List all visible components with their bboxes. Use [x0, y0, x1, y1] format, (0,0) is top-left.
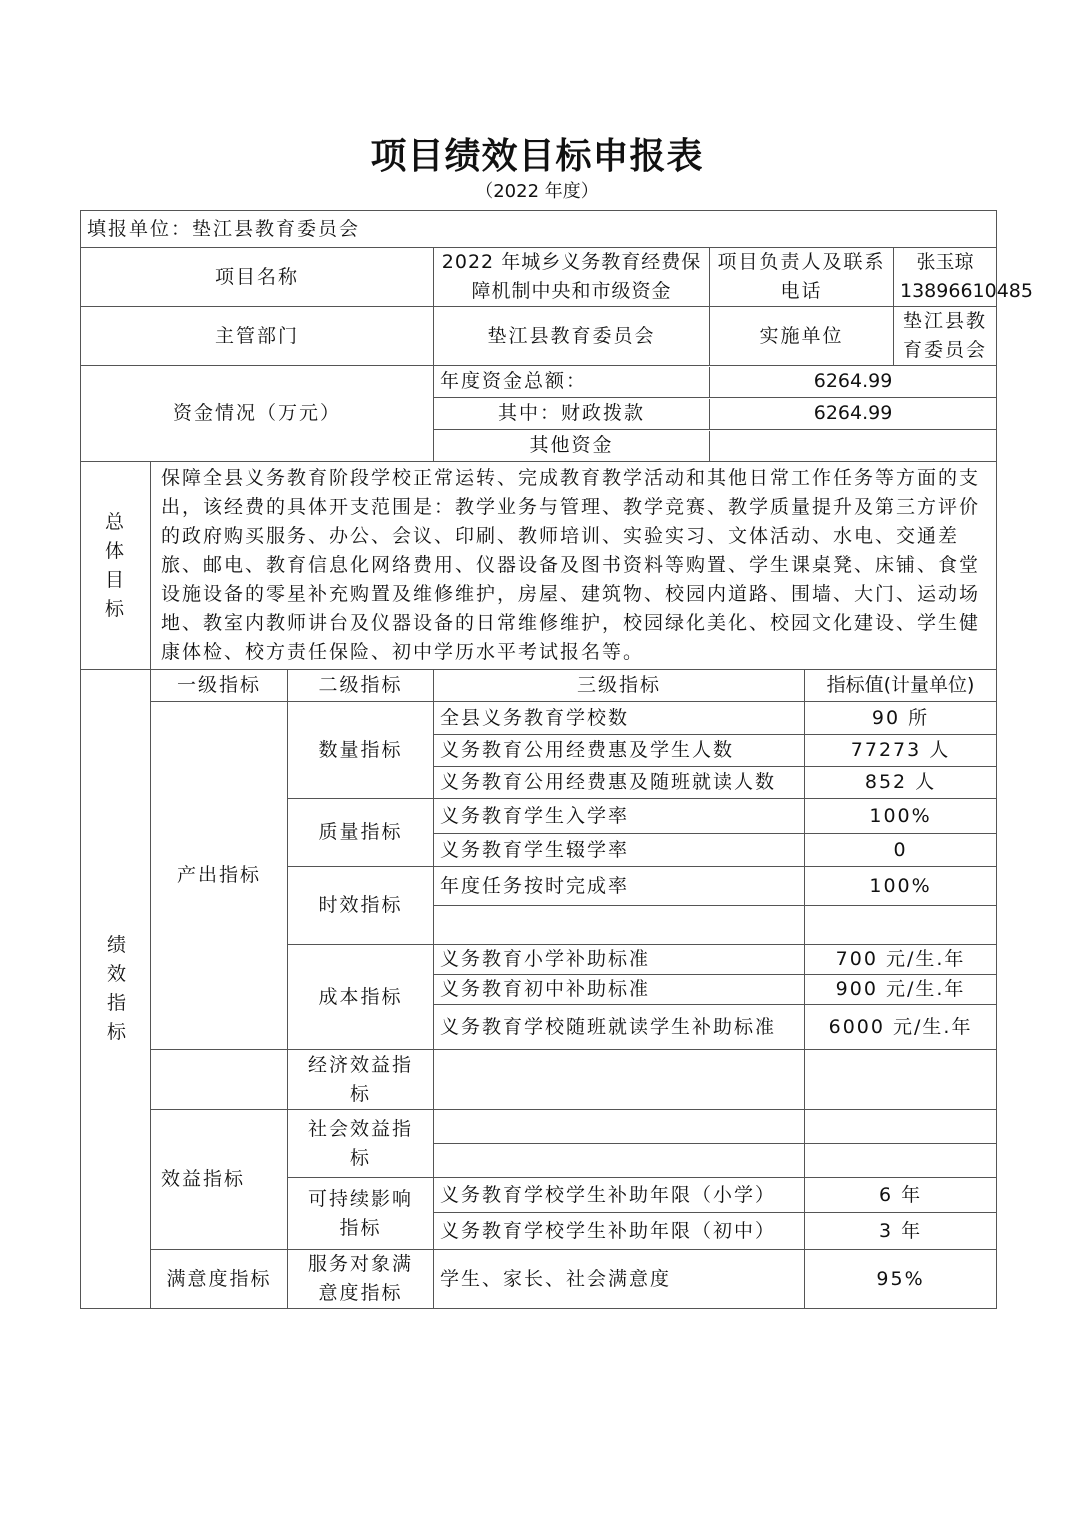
level2-service: 服务对象满意度指标	[288, 1250, 434, 1309]
level1-satisfaction: 满意度指标	[151, 1250, 288, 1309]
impl-label: 实施单位	[710, 307, 894, 365]
fiscal-funds-label: 其中：财政拨款	[434, 399, 710, 429]
indicator-value: 3 年	[805, 1213, 997, 1250]
indicator-name: 义务教育初中补助标准	[434, 975, 805, 1005]
dept-value: 垫江县教育委员会	[434, 307, 710, 365]
indicator-name: 义务教育公用经费惠及随班就读人数	[434, 767, 805, 799]
indicator-name: 学生、家长、社会满意度	[434, 1250, 805, 1309]
other-funds-label: 其他资金	[434, 431, 710, 461]
page-title: 项目绩效目标申报表	[370, 135, 704, 177]
declaration-table	[80, 210, 1033, 1309]
total-funds-label: 年度资金总额：	[434, 367, 710, 397]
indicator-value	[805, 1110, 997, 1144]
indicator-name	[434, 1050, 805, 1110]
level2-sustain: 可持续影响指标	[288, 1178, 434, 1250]
indicator-value: 95%	[805, 1250, 997, 1309]
indicator-value: 700 元/生.年	[805, 945, 997, 975]
fiscal-funds-value: 6264.99	[813, 402, 893, 424]
level2-timeliness: 时效指标	[288, 867, 434, 945]
level2-quality: 质量指标	[288, 799, 434, 867]
performance-label: 绩效指标	[81, 670, 151, 1309]
indicator-value: 852 人	[805, 767, 997, 799]
level1-empty	[151, 1050, 288, 1110]
indicator-name	[434, 1110, 805, 1144]
level1-output: 产出指标	[151, 702, 288, 1050]
indicator-name	[434, 1144, 805, 1178]
indicator-value: 100%	[805, 867, 997, 906]
indicator-name: 全县义务教育学校数	[434, 702, 805, 735]
header-level2: 二级指标	[288, 670, 434, 702]
total-funds-value: 6264.99	[813, 370, 893, 392]
other-funds-value	[710, 431, 997, 461]
indicator-name: 年度任务按时完成率	[434, 867, 805, 906]
goal-text: 保障全县义务教育阶段学校正常运转、完成教育教学活动和其他日常工作任务等方面的支出，该经费的具体开支范围是：教学业务与管理、教学竞赛、教学质量提升及第三方评价的政府购买服务、办公、会议、印刷、教师培训、实验实习、文体活动、水电、交通差旅、邮电、教育信息化网络费用、仪器设备及图书资料等购置、学生课桌凳、床铺、食堂设施设备的零星补充购置及维修维护，房屋、建筑物、校园内道路、围墙、大门、运动场地、教室内教师讲台及仪器设备的日常维修维护，校园绿化美化、校园文化建设、学生健康体检、校方责任保险、初中学历水平考试报名等。	[151, 462, 997, 670]
indicator-value	[805, 1050, 997, 1110]
level2-social: 社会效益指标	[288, 1110, 434, 1178]
project-name-value: 2022 年城乡义务教育经费保障机制中央和市级资金	[434, 248, 710, 306]
funds-label: 资金情况（万元）	[81, 366, 434, 462]
indicator-name: 义务教育小学补助标准	[434, 945, 805, 975]
indicator-value	[805, 906, 997, 945]
impl-value: 垫江县教育委员会	[903, 310, 988, 361]
indicator-name	[434, 906, 805, 945]
level2-economic: 经济效益指标	[288, 1050, 434, 1110]
header-level1: 一级指标	[151, 670, 288, 702]
indicator-value: 6000 元/生.年	[805, 1005, 997, 1050]
indicator-value	[805, 1144, 997, 1178]
indicator-value: 77273 人	[805, 735, 997, 767]
header-value: 指标值(计量单位)	[805, 670, 997, 702]
goal-label: 总体目标	[81, 462, 151, 670]
level2-cost: 成本指标	[288, 945, 434, 1050]
filing-unit: 填报单位：垫江县教育委员会	[81, 211, 997, 248]
project-name-label: 项目名称	[81, 248, 434, 307]
contact-value: 张玉琼 13896610485	[900, 251, 1033, 302]
indicator-name: 义务教育学生入学率	[434, 799, 805, 834]
indicator-value: 0	[805, 834, 997, 867]
header-level3: 三级指标	[434, 670, 805, 702]
indicator-value: 900 元/生.年	[805, 975, 997, 1005]
indicator-name: 义务教育公用经费惠及学生人数	[434, 735, 805, 767]
contact-label: 项目负责人及联系电话	[710, 248, 894, 306]
indicator-name: 义务教育学校学生补助年限（初中）	[434, 1213, 805, 1250]
level2-quantity: 数量指标	[288, 702, 434, 799]
indicator-value: 100%	[805, 799, 997, 834]
indicator-value: 90 所	[805, 702, 997, 735]
dept-label: 主管部门	[81, 307, 434, 366]
level1-benefit: 效益指标	[151, 1110, 288, 1250]
indicator-name: 义务教育学校随班就读学生补助标准	[434, 1005, 805, 1050]
indicator-name: 义务教育学校学生补助年限（小学）	[434, 1178, 805, 1213]
year-note: （2022 年度）	[475, 181, 599, 202]
indicator-name: 义务教育学生辍学率	[434, 834, 805, 867]
indicator-value: 6 年	[805, 1178, 997, 1213]
